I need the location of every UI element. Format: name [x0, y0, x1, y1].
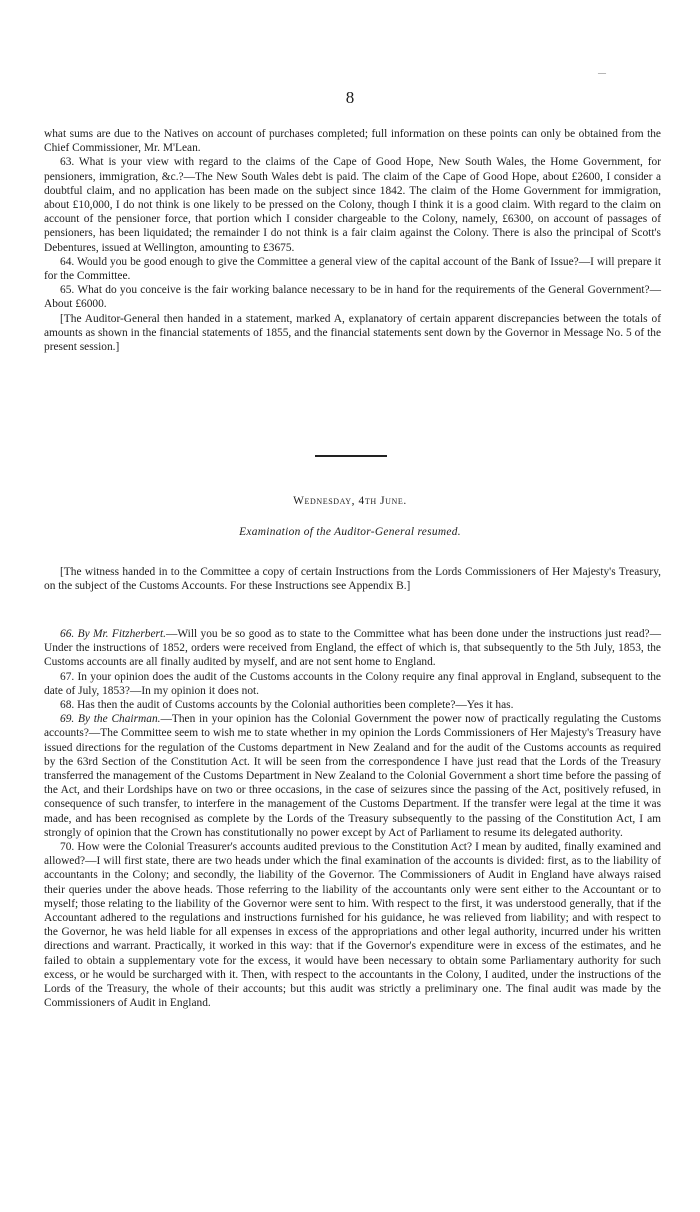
witness-note: [The witness handed in to the Committee a copy of certain Instructions from the Lords Commissioners of Her Majesty's Treasury, on the subject of the Customs Accounts. For these Instructions see Appendix B.]: [44, 566, 661, 593]
paragraph-q64: 64. Would you be good enough to give the Committee a general view of the capital account of the Bank of Issue?—I will prepare it for the Committee.: [44, 255, 661, 283]
paragraph-q67: 67. In your opinion does the audit of the Customs accounts in the Colony require any final approval in England, subsequent to the date of July, 1853?—In my opinion it does not.: [44, 670, 661, 697]
paragraph-q68: 68. Has then the audit of Customs accounts by the Colonial authorities been complete?—Yes it has.: [60, 699, 514, 712]
testimony-section-2: [44, 627, 661, 1010]
testimony-section-1: [44, 127, 661, 354]
paragraph-q70: 70. How were the Colonial Treasurer's accounts audited previous to the Constitution Act? I mean by audited, finally examined and allowed?—I will first state, there are two heads under which the final examination of the accounts is divided: first, as to the liability of accountants in the Colony; and secondly, the liability of the Governor. The Commissioners of Audit in England have always raised their queries under the above heads. Those referring to the liability of the accountants only were sent either to the Accountant or to myself; those relating to the liability of the Governor were sent to him. With respect to the first, it was understood generally, that if the Accountant adhered to the regulations and instructions furnished for his guidance, he was relieved from liability; and with respect to the Governor, he was held liable for all expenses in excess of the appropriations and other legal authority, incurred under his written directions and warrant. Practically, it worked in this way: that if the Governor's expenditure were in excess of the estimates, and he failed to obtain a supplementary vote for the excess, it would have been necessary to obtain some Parliamentary authority for such excess, or he would be surcharged with it. Then, with respect to the accountants in the Colony, I audited, under the instructions of the Lords of the Treasury, the whole of their accounts; but this audit was strictly a preliminary one. The final audit was made by the Commissioners of Audit in England.: [44, 841, 661, 1010]
q69-speaker: 69. By the Chairman.: [60, 713, 161, 726]
page-number: 8: [345, 88, 355, 107]
paragraph-q63: 63. What is your view with regard to the claims of the Cape of Good Hope, New South Wales, the Home Government, for pensioners, immigration, &c.?—The New South Wales debt is paid. The claim of the Cape of Good Hope, about £2600, I consider a doubtful claim, and no application has been made on the subject since 1842. The claim of the Home Government for immigration, about £10,000, I do not think is one likely to be pressed on the Colony, though I think it is a good claim. With regard to the claim on account of the pensioner force, that portion which I consider chargeable to the Colony, namely, £6300, on account of passages of pensioners, has been liquidated; the remainder I do not think is a fair claim against the Colony. There is also the principal of Scott's Debentures, issued at Wellington, amounting to £3675.: [44, 156, 661, 254]
q69-text: —Then in your opinion has the Colonial Government the power now of practically regulating the Customs accounts?—The Committee seem to wish me to state whether in my opinion the Lords Commissioners of Her Majesty's Treasury have issued directions for the regulation of the Customs department in New Zealand and for the audit of the Customs accounts as required by the 63rd Section of the Constitution Act. It will be seen from the correspondence I have just read that the Lords of the Treasury transferred the management of the Customs Department in New Zealand to the Colonial Government a short time before the passing of the Act, and their Lordships have on two or three occasions, in the case of seizures since the passing of the Act, positively refused, in consequence of such transfer, to interfere in the management of the Customs Department. If the transfer were legal at the time it was made, and has been recognised as complete by the Lords of the Treasury subsequently to the passing of the Constitution Act, I am strongly of opinion that the Crown has constitutionally no power except by Act of Parliament to resume its delegated authority.: [44, 713, 661, 839]
witness-note-block: [44, 565, 661, 593]
date-heading: Wednesday, 4th June.: [293, 495, 407, 507]
examination-heading: Examination of the Auditor-General resumed.: [239, 526, 461, 538]
paragraph-continuation: what sums are due to the Natives on account of purchases completed; full information on these points can only be obtained from the Chief Commissioner, Mr. M'Lean.: [44, 128, 661, 155]
paragraph-q66: [44, 627, 661, 670]
top-mark: —: [598, 68, 606, 77]
paragraph-q69: [44, 712, 661, 840]
paragraph-auditor-note: [The Auditor-General then handed in a statement, marked A, explanatory of certain apparent discrepancies between the totals of amounts as shown in the financial statements of 1855, and the financial statements sent down by the Governor in Message No. 5 of the present session.]: [44, 312, 661, 354]
q66-speaker: 66. By Mr. Fitzherbert.: [60, 628, 166, 640]
section-divider: [315, 455, 387, 457]
q66-text: —Will you be so good as to state to the Committee what has been done under the instructions just read?—Under the instructions of 1852, orders were received from England, the effect of which is, that subsequently to the 5th July, 1853, the Customs accounts are all finally audited by myself, and are not sent home to England.: [44, 628, 661, 669]
paragraph-q65: 65. What do you conceive is the fair working balance necessary to be in hand for the requirements of the General Government?—About £6000.: [44, 284, 661, 311]
